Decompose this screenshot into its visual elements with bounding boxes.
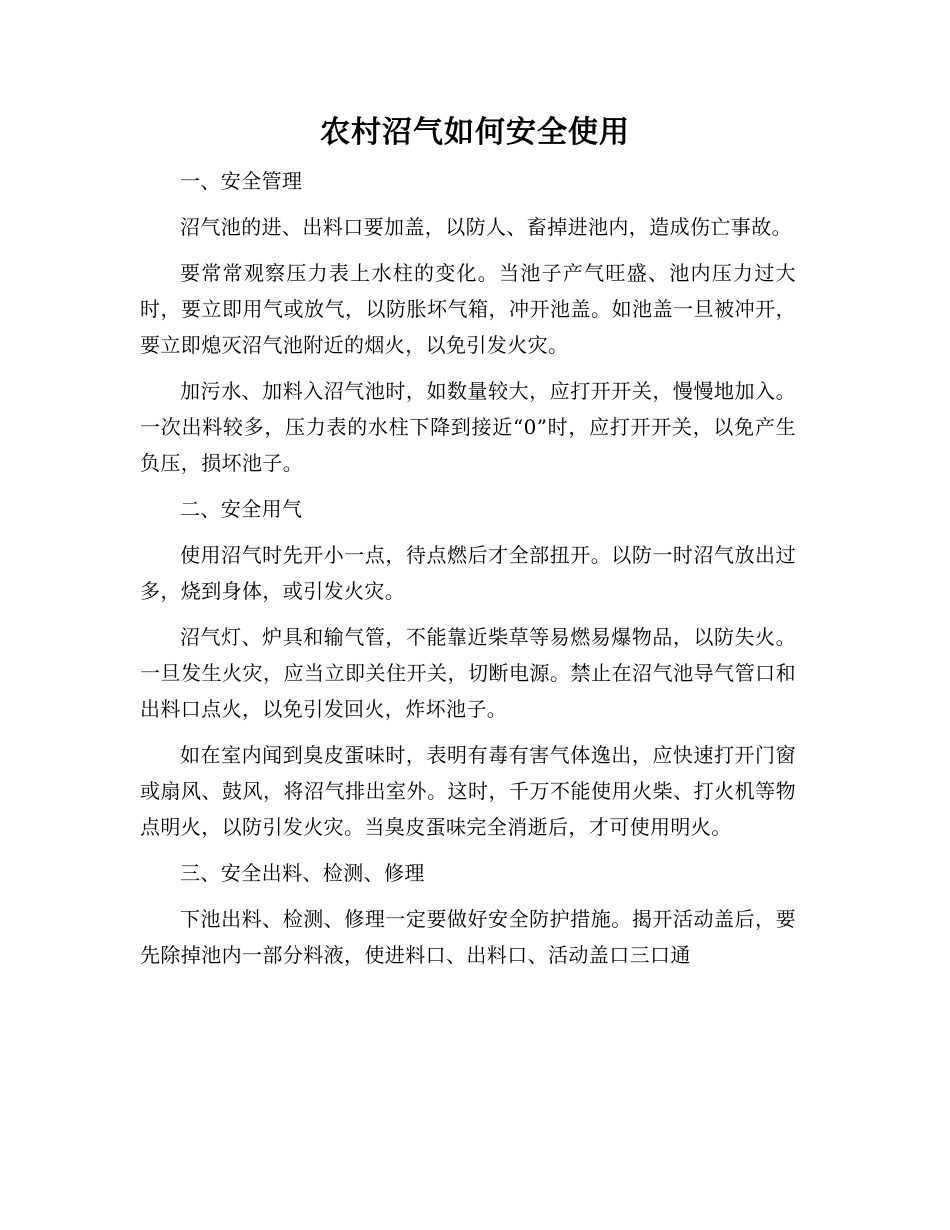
paragraph-gas-leak: 如在室内闻到臭皮蛋味时，表明有毒有害气体逸出，应快速打开门窗或扇风、鼓风，将沼气排出室外。这时，千万不能使用火柴、打火机等物点明火，以防引发火灾。当臭皮蛋味完全消逝后，才可使用明火。 bbox=[140, 743, 796, 839]
section-heading-gas-use: 二、安全用气 bbox=[180, 497, 303, 521]
paragraph-fire-safety: 沼气灯、炉具和输气管，不能靠近柴草等易燃易爆物品，以防失火。一旦发生火灾，应当立即关住开关，切断电源。禁止在沼气池导气管口和出料口点火，以免引发回火，炸坏池子。 bbox=[140, 625, 796, 721]
paragraph-pressure-gauge: 要常常观察压力表上水柱的变化。当池子产气旺盛、池内压力过大时，要立即用气或放气，以防胀坏气箱，冲开池盖。如池盖一旦被冲开，要立即熄灭沼气池附近的烟火，以免引发火灾。 bbox=[140, 261, 796, 357]
paragraph-protection-measures: 下池出料、检测、修理一定要做好安全防护措施。揭开活动盖后，要先除掉池内一部分料液，使进料口、出料口、活动盖口三口通 bbox=[140, 907, 796, 967]
paragraph-lids: 沼气池的进、出料口要加盖，以防人、畜掉进池内，造成伤亡事故。 bbox=[180, 215, 792, 239]
section-heading-management: 一、安全管理 bbox=[180, 169, 303, 193]
paragraph-adding-material: 加污水、加料入沼气池时，如数量较大，应打开开关，慢慢地加入。一次出料较多，压力表的水柱下降到接近“0”时，应打开开关，以免产生负压，损坏池子。 bbox=[140, 379, 796, 475]
paragraph-ignition: 使用沼气时先开小一点，待点燃后才全部扭开。以防一时沼气放出过多，烧到身体，或引发火灾。 bbox=[140, 543, 796, 603]
section-heading-maintenance: 三、安全出料、检测、修理 bbox=[180, 861, 425, 885]
document-body bbox=[140, 163, 796, 983]
document-title: 农村沼气如何安全使用 bbox=[320, 115, 630, 150]
